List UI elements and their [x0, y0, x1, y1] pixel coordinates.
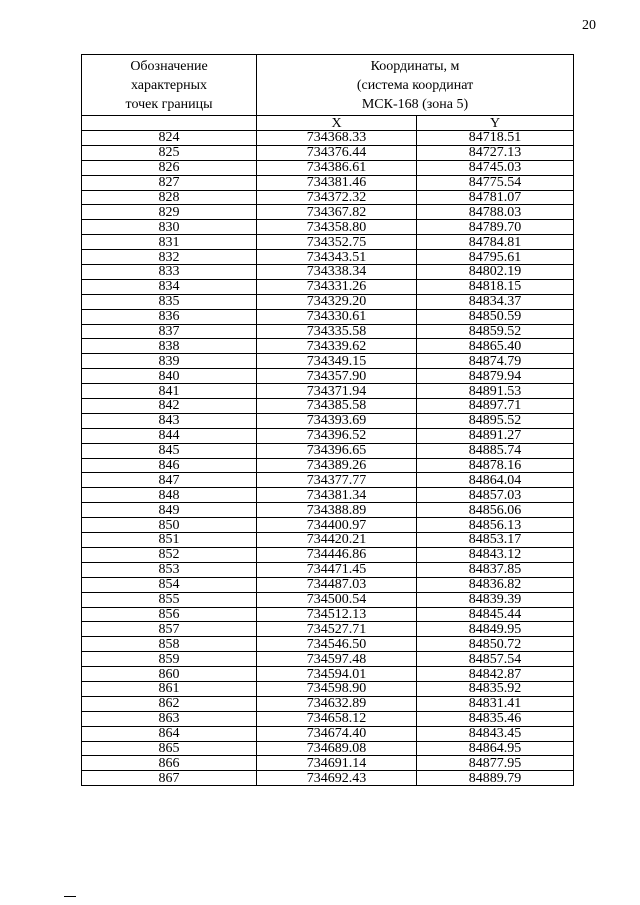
page-number: 20 — [582, 18, 596, 33]
x-cell: 734389.26 — [257, 458, 417, 473]
point-id-cell: 848 — [82, 488, 257, 503]
x-cell: 734372.32 — [257, 190, 417, 205]
x-cell: 734396.65 — [257, 443, 417, 458]
table-row — [82, 354, 574, 369]
header-blank-cell — [82, 116, 257, 131]
x-cell: 734371.94 — [257, 384, 417, 399]
point-id-cell: 831 — [82, 235, 257, 250]
table-row — [82, 533, 574, 548]
table-row — [82, 726, 574, 741]
table-row — [82, 190, 574, 205]
table-row — [82, 145, 574, 160]
point-id-cell: 835 — [82, 294, 257, 309]
x-cell: 734335.58 — [257, 324, 417, 339]
y-cell: 84843.12 — [417, 547, 574, 562]
x-cell: 734396.52 — [257, 428, 417, 443]
point-id-cell: 858 — [82, 637, 257, 652]
header-y: Y — [417, 116, 574, 131]
point-id-cell: 862 — [82, 696, 257, 711]
x-cell: 734393.69 — [257, 413, 417, 428]
point-id-cell: 830 — [82, 220, 257, 235]
x-cell: 734691.14 — [257, 756, 417, 771]
point-id-cell: 829 — [82, 205, 257, 220]
point-id-cell: 843 — [82, 413, 257, 428]
y-cell: 84856.06 — [417, 503, 574, 518]
point-id-cell: 852 — [82, 547, 257, 562]
table-row — [82, 294, 574, 309]
coordinates-table — [81, 54, 574, 786]
point-id-cell: 856 — [82, 607, 257, 622]
point-id-cell: 841 — [82, 384, 257, 399]
x-cell: 734339.62 — [257, 339, 417, 354]
x-cell: 734446.86 — [257, 547, 417, 562]
x-cell: 734500.54 — [257, 592, 417, 607]
y-cell: 84859.52 — [417, 324, 574, 339]
y-cell: 84864.04 — [417, 473, 574, 488]
point-id-cell: 842 — [82, 399, 257, 414]
x-cell: 734400.97 — [257, 518, 417, 533]
point-id-cell: 859 — [82, 652, 257, 667]
x-cell: 734388.89 — [257, 503, 417, 518]
point-id-cell: 824 — [82, 131, 257, 146]
table-row — [82, 592, 574, 607]
header-coordinates: Координаты, м (система координат МСК-168 (зона 5) — [257, 55, 574, 116]
point-id-cell: 865 — [82, 741, 257, 756]
point-id-cell: 857 — [82, 622, 257, 637]
table-row — [82, 518, 574, 533]
x-cell: 734658.12 — [257, 711, 417, 726]
y-cell: 84853.17 — [417, 533, 574, 548]
y-cell: 84879.94 — [417, 369, 574, 384]
y-cell: 84839.39 — [417, 592, 574, 607]
table-row — [82, 160, 574, 175]
table-row — [82, 696, 574, 711]
table-row — [82, 547, 574, 562]
table-row — [82, 324, 574, 339]
x-cell: 734367.82 — [257, 205, 417, 220]
table-row — [82, 756, 574, 771]
y-cell: 84727.13 — [417, 145, 574, 160]
table-row — [82, 205, 574, 220]
y-cell: 84856.13 — [417, 518, 574, 533]
y-cell: 84781.07 — [417, 190, 574, 205]
table-row — [82, 667, 574, 682]
header-point-designation: Обозначение характерных точек границы — [82, 55, 257, 116]
table-row — [82, 458, 574, 473]
table-row — [82, 369, 574, 384]
x-cell: 734471.45 — [257, 562, 417, 577]
table-row — [82, 279, 574, 294]
y-cell: 84775.54 — [417, 175, 574, 190]
point-id-cell: 853 — [82, 562, 257, 577]
point-id-cell: 861 — [82, 681, 257, 696]
y-cell: 84865.40 — [417, 339, 574, 354]
point-id-cell: 833 — [82, 265, 257, 280]
y-cell: 84878.16 — [417, 458, 574, 473]
y-cell: 84718.51 — [417, 131, 574, 146]
point-id-cell: 846 — [82, 458, 257, 473]
y-cell: 84789.70 — [417, 220, 574, 235]
table-row — [82, 265, 574, 280]
table-row — [82, 681, 574, 696]
y-cell: 84850.59 — [417, 309, 574, 324]
table-row — [82, 250, 574, 265]
x-cell: 734674.40 — [257, 726, 417, 741]
table-row — [82, 399, 574, 414]
x-cell: 734329.20 — [257, 294, 417, 309]
point-id-cell: 849 — [82, 503, 257, 518]
y-cell: 84877.95 — [417, 756, 574, 771]
x-cell: 734349.15 — [257, 354, 417, 369]
y-cell: 84891.53 — [417, 384, 574, 399]
y-cell: 84857.03 — [417, 488, 574, 503]
x-cell: 734487.03 — [257, 577, 417, 592]
x-cell: 734338.34 — [257, 265, 417, 280]
table-row — [82, 741, 574, 756]
point-id-cell: 845 — [82, 443, 257, 458]
table-row — [82, 220, 574, 235]
x-cell: 734420.21 — [257, 533, 417, 548]
y-cell: 84889.79 — [417, 771, 574, 786]
point-id-cell: 847 — [82, 473, 257, 488]
y-cell: 84835.46 — [417, 711, 574, 726]
point-id-cell: 826 — [82, 160, 257, 175]
point-id-cell: 827 — [82, 175, 257, 190]
x-cell: 734352.75 — [257, 235, 417, 250]
point-id-cell: 854 — [82, 577, 257, 592]
table-row — [82, 339, 574, 354]
x-cell: 734381.34 — [257, 488, 417, 503]
table-row — [82, 175, 574, 190]
x-cell: 734331.26 — [257, 279, 417, 294]
x-cell: 734386.61 — [257, 160, 417, 175]
y-cell: 84837.85 — [417, 562, 574, 577]
table-row — [82, 711, 574, 726]
point-id-cell: 828 — [82, 190, 257, 205]
y-cell: 84831.41 — [417, 696, 574, 711]
y-cell: 84802.19 — [417, 265, 574, 280]
table-body — [82, 131, 574, 786]
y-cell: 84857.54 — [417, 652, 574, 667]
point-id-cell: 866 — [82, 756, 257, 771]
x-cell: 734377.77 — [257, 473, 417, 488]
x-cell: 734376.44 — [257, 145, 417, 160]
table-row — [82, 607, 574, 622]
y-cell: 84843.45 — [417, 726, 574, 741]
x-cell: 734594.01 — [257, 667, 417, 682]
table-row — [82, 488, 574, 503]
x-cell: 734692.43 — [257, 771, 417, 786]
x-cell: 734546.50 — [257, 637, 417, 652]
point-id-cell: 839 — [82, 354, 257, 369]
x-cell: 734385.58 — [257, 399, 417, 414]
y-cell: 84850.72 — [417, 637, 574, 652]
table-row — [82, 428, 574, 443]
x-cell: 734381.46 — [257, 175, 417, 190]
point-id-cell: 850 — [82, 518, 257, 533]
y-cell: 84818.15 — [417, 279, 574, 294]
x-cell: 734598.90 — [257, 681, 417, 696]
table-row — [82, 384, 574, 399]
y-cell: 84795.61 — [417, 250, 574, 265]
table-row — [82, 771, 574, 786]
x-cell: 734632.89 — [257, 696, 417, 711]
footer-dash — [64, 896, 76, 897]
point-id-cell: 851 — [82, 533, 257, 548]
x-cell: 734357.90 — [257, 369, 417, 384]
y-cell: 84849.95 — [417, 622, 574, 637]
y-cell: 84784.81 — [417, 235, 574, 250]
x-cell: 734358.80 — [257, 220, 417, 235]
point-id-cell: 844 — [82, 428, 257, 443]
y-cell: 84788.03 — [417, 205, 574, 220]
x-cell: 734689.08 — [257, 741, 417, 756]
table-row — [82, 637, 574, 652]
point-id-cell: 836 — [82, 309, 257, 324]
table-row — [82, 473, 574, 488]
table-row — [82, 577, 574, 592]
table-row — [82, 503, 574, 518]
x-cell: 734368.33 — [257, 131, 417, 146]
point-id-cell: 855 — [82, 592, 257, 607]
y-cell: 84874.79 — [417, 354, 574, 369]
y-cell: 84745.03 — [417, 160, 574, 175]
table-row — [82, 235, 574, 250]
point-id-cell: 864 — [82, 726, 257, 741]
point-id-cell: 832 — [82, 250, 257, 265]
x-cell: 734597.48 — [257, 652, 417, 667]
point-id-cell: 834 — [82, 279, 257, 294]
point-id-cell: 863 — [82, 711, 257, 726]
point-id-cell: 840 — [82, 369, 257, 384]
table-row — [82, 309, 574, 324]
point-id-cell: 867 — [82, 771, 257, 786]
y-cell: 84836.82 — [417, 577, 574, 592]
point-id-cell: 838 — [82, 339, 257, 354]
x-cell: 734343.51 — [257, 250, 417, 265]
table-row — [82, 622, 574, 637]
x-cell: 734512.13 — [257, 607, 417, 622]
table-row — [82, 562, 574, 577]
y-cell: 84895.52 — [417, 413, 574, 428]
y-cell: 84845.44 — [417, 607, 574, 622]
y-cell: 84842.87 — [417, 667, 574, 682]
point-id-cell: 837 — [82, 324, 257, 339]
y-cell: 84835.92 — [417, 681, 574, 696]
point-id-cell: 860 — [82, 667, 257, 682]
y-cell: 84891.27 — [417, 428, 574, 443]
header-x: X — [257, 116, 417, 131]
point-id-cell: 825 — [82, 145, 257, 160]
table-row — [82, 413, 574, 428]
y-cell: 84864.95 — [417, 741, 574, 756]
table-row — [82, 443, 574, 458]
y-cell: 84885.74 — [417, 443, 574, 458]
y-cell: 84834.37 — [417, 294, 574, 309]
x-cell: 734330.61 — [257, 309, 417, 324]
x-cell: 734527.71 — [257, 622, 417, 637]
table-row — [82, 131, 574, 146]
y-cell: 84897.71 — [417, 399, 574, 414]
table-row — [82, 652, 574, 667]
